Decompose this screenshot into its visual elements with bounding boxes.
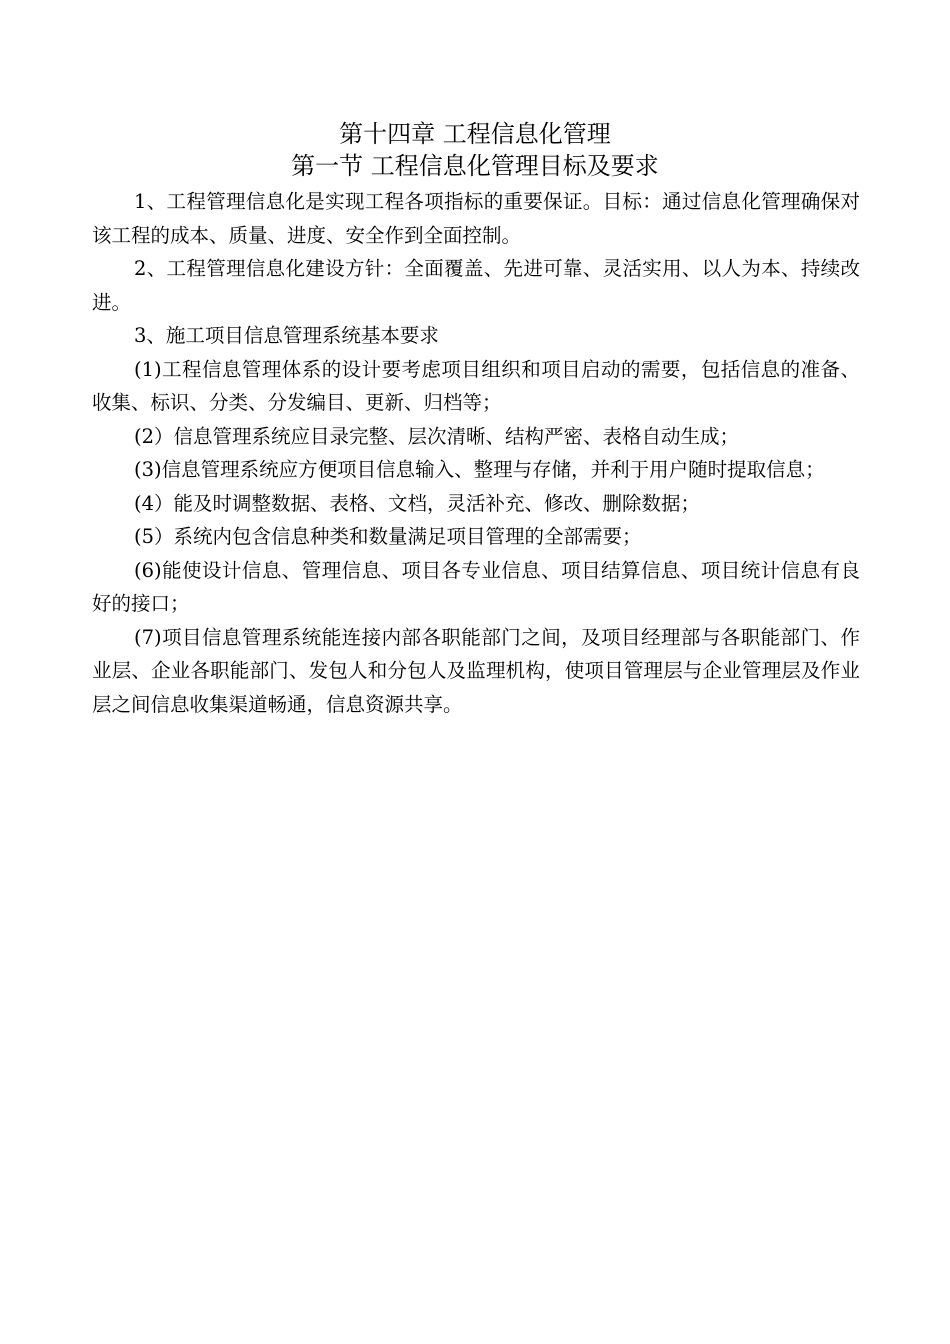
paragraph-7: (4）能及时调整数据、表格、文档，灵活补充、修改、删除数据；	[134, 491, 701, 515]
body-text	[92, 185, 860, 721]
paragraph-3: 3、施工项目信息管理系统基本要求	[134, 324, 439, 347]
paragraph-6: (3)信息管理系统应方便项目信息输入、整理与存储，并利于用户随时提取信息；	[134, 458, 825, 481]
paragraph-2: 2、工程管理信息化建设方针：全面覆盖、先进可靠、灵活实用、以人为本、持续改进。	[92, 257, 860, 314]
paragraph-10: (7)项目信息管理系统能连接内部各职能部门之间，及项目经理部与各职能部门、作业层、企业各职能部门、发包人和分包人及监理机构，使项目管理层与企业管理层及作业层之间信息收集渠道畅通，信息资源共享。	[92, 625, 860, 716]
paragraph-8: (5）系统内包含信息种类和数量满足项目管理的全部需要；	[134, 525, 642, 548]
section-title: 第一节 工程信息化管理目标及要求	[291, 152, 659, 180]
chapter-title: 第十四章 工程信息化管理	[339, 120, 611, 148]
paragraph-4: (1)工程信息管理体系的设计要考虑项目组织和项目启动的需要，包括信息的准备、收集、标识、分类、分发编目、更新、归档等；	[92, 357, 860, 414]
paragraph-1: 1、工程管理信息化是实现工程各项指标的重要保证。目标：通过信息化管理确保对该工程的成本、质量、进度、安全作到全面控制。	[92, 190, 860, 247]
paragraph-5: (2）信息管理系统应目录完整、层次清晰、结构严密、表格自动生成；	[134, 424, 740, 448]
paragraph-9: (6)能使设计信息、管理信息、项目各专业信息、项目结算信息、项目统计信息有良好的接口；	[92, 558, 860, 615]
title-block	[0, 118, 950, 182]
